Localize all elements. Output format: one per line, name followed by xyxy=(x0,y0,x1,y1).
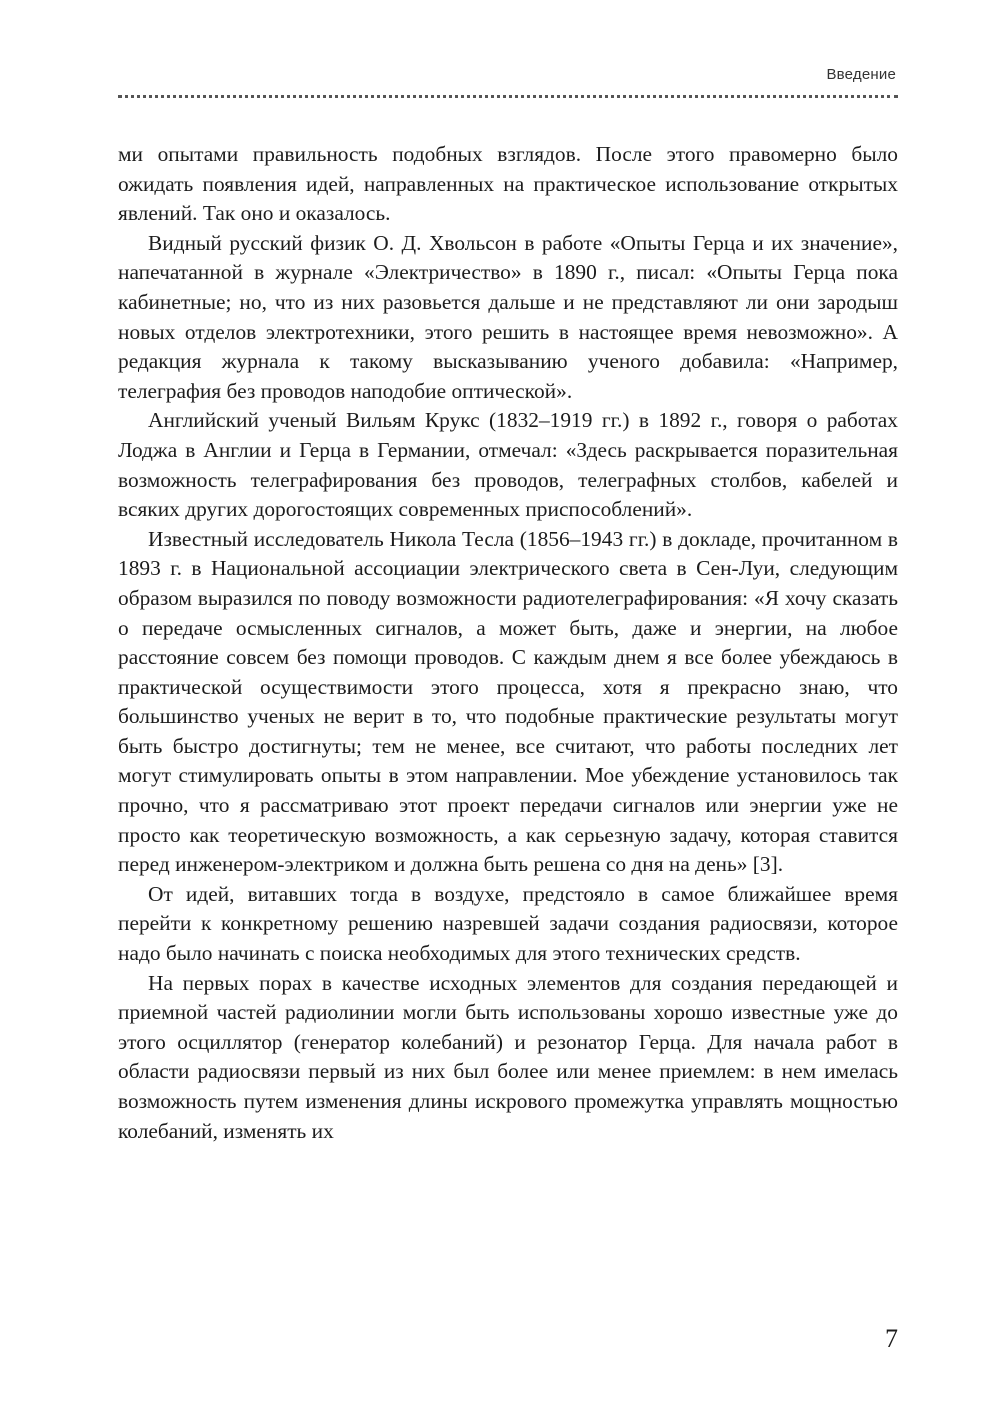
page-number: 7 xyxy=(885,1324,898,1353)
paragraph: От идей, витавших тогда в воздухе, предстояло в самое ближайшее время перейти к конкретному решению назревшей задачи создания радиосвязи, которое надо было начинать с поиска необходимых для этого технических средств. xyxy=(118,881,898,966)
body-text xyxy=(118,140,898,1146)
paragraph: ми опытами правильность подобных взглядов. После этого правомерно было ожидать появления идей, направленных на практическое использование открытых явлений. Так оно и оказалось. xyxy=(118,142,898,226)
paragraph: Английский ученый Вильям Крукс (1832–1919 гг.) в 1892 г., говоря о работах Лоджа в Англии и Герца в Германии, отмечал: «Здесь раскрывается поразительная возможность телеграфирования без проводов, телеграфных столбов, кабелей и всяких других дорогостоящих современных приспособлений». xyxy=(118,408,898,522)
paragraph: На первых порах в качестве исходных элементов для создания передающей и приемной частей радиолинии могли быть использованы хорошо известные уже до этого осциллятор (генератор колебаний) и резонатор Герца. Для начала работ в области радиосвязи первый из них был более или менее приемлем: в нем имелась возможность путем изменения длины искрового промежутка управлять мощностью колебаний, изменять их xyxy=(118,970,898,1143)
paragraph: Видный русский физик О. Д. Хвольсон в работе «Опыты Герца и их значение», напечатанной в журнале «Электричество» в 1890 г., писал: «Опыты Герца пока кабинетные; но, что из них разовьется дальше и не представляют ли они зародыш новых отделов электротехники, этого решить в настоящее время невозможно». А редакция журнала к такому высказыванию ученого добавила: «Например, телеграфия без проводов наподобие оптической». xyxy=(118,230,898,403)
running-head: Введение xyxy=(826,66,896,83)
header-dotted-rule xyxy=(118,95,898,98)
paragraph: Известный исследователь Никола Тесла (1856–1943 гг.) в докладе, прочитанном в 1893 г. в Национальной ассоциации электрического света в Сен-Луи, следующим образом выразился по поводу возможности радиотелеграфирования: «Я хочу сказать о передаче осмысленных сигналов, а может быть, даже и энергии, на любое расстояние совсем без помощи проводов. С каждым днем я все более убеждаюсь в практической осуществимости этого процесса, хотя я прекрасно знаю, что большинство ученых не верит в то, что подобные практические результаты могут быть быстро достигнуты; тем не менее, все считают, что работы последних лет могут стимулировать опыты в этом направлении. Мое убеждение установилось так прочно, что я рассматриваю этот проект передачи сигналов или энергии уже не просто как теоретическую возможность, а как серьезную задачу, которая ставится перед инженером-электриком и должна быть решена со дня на день» [3]. xyxy=(118,526,898,877)
